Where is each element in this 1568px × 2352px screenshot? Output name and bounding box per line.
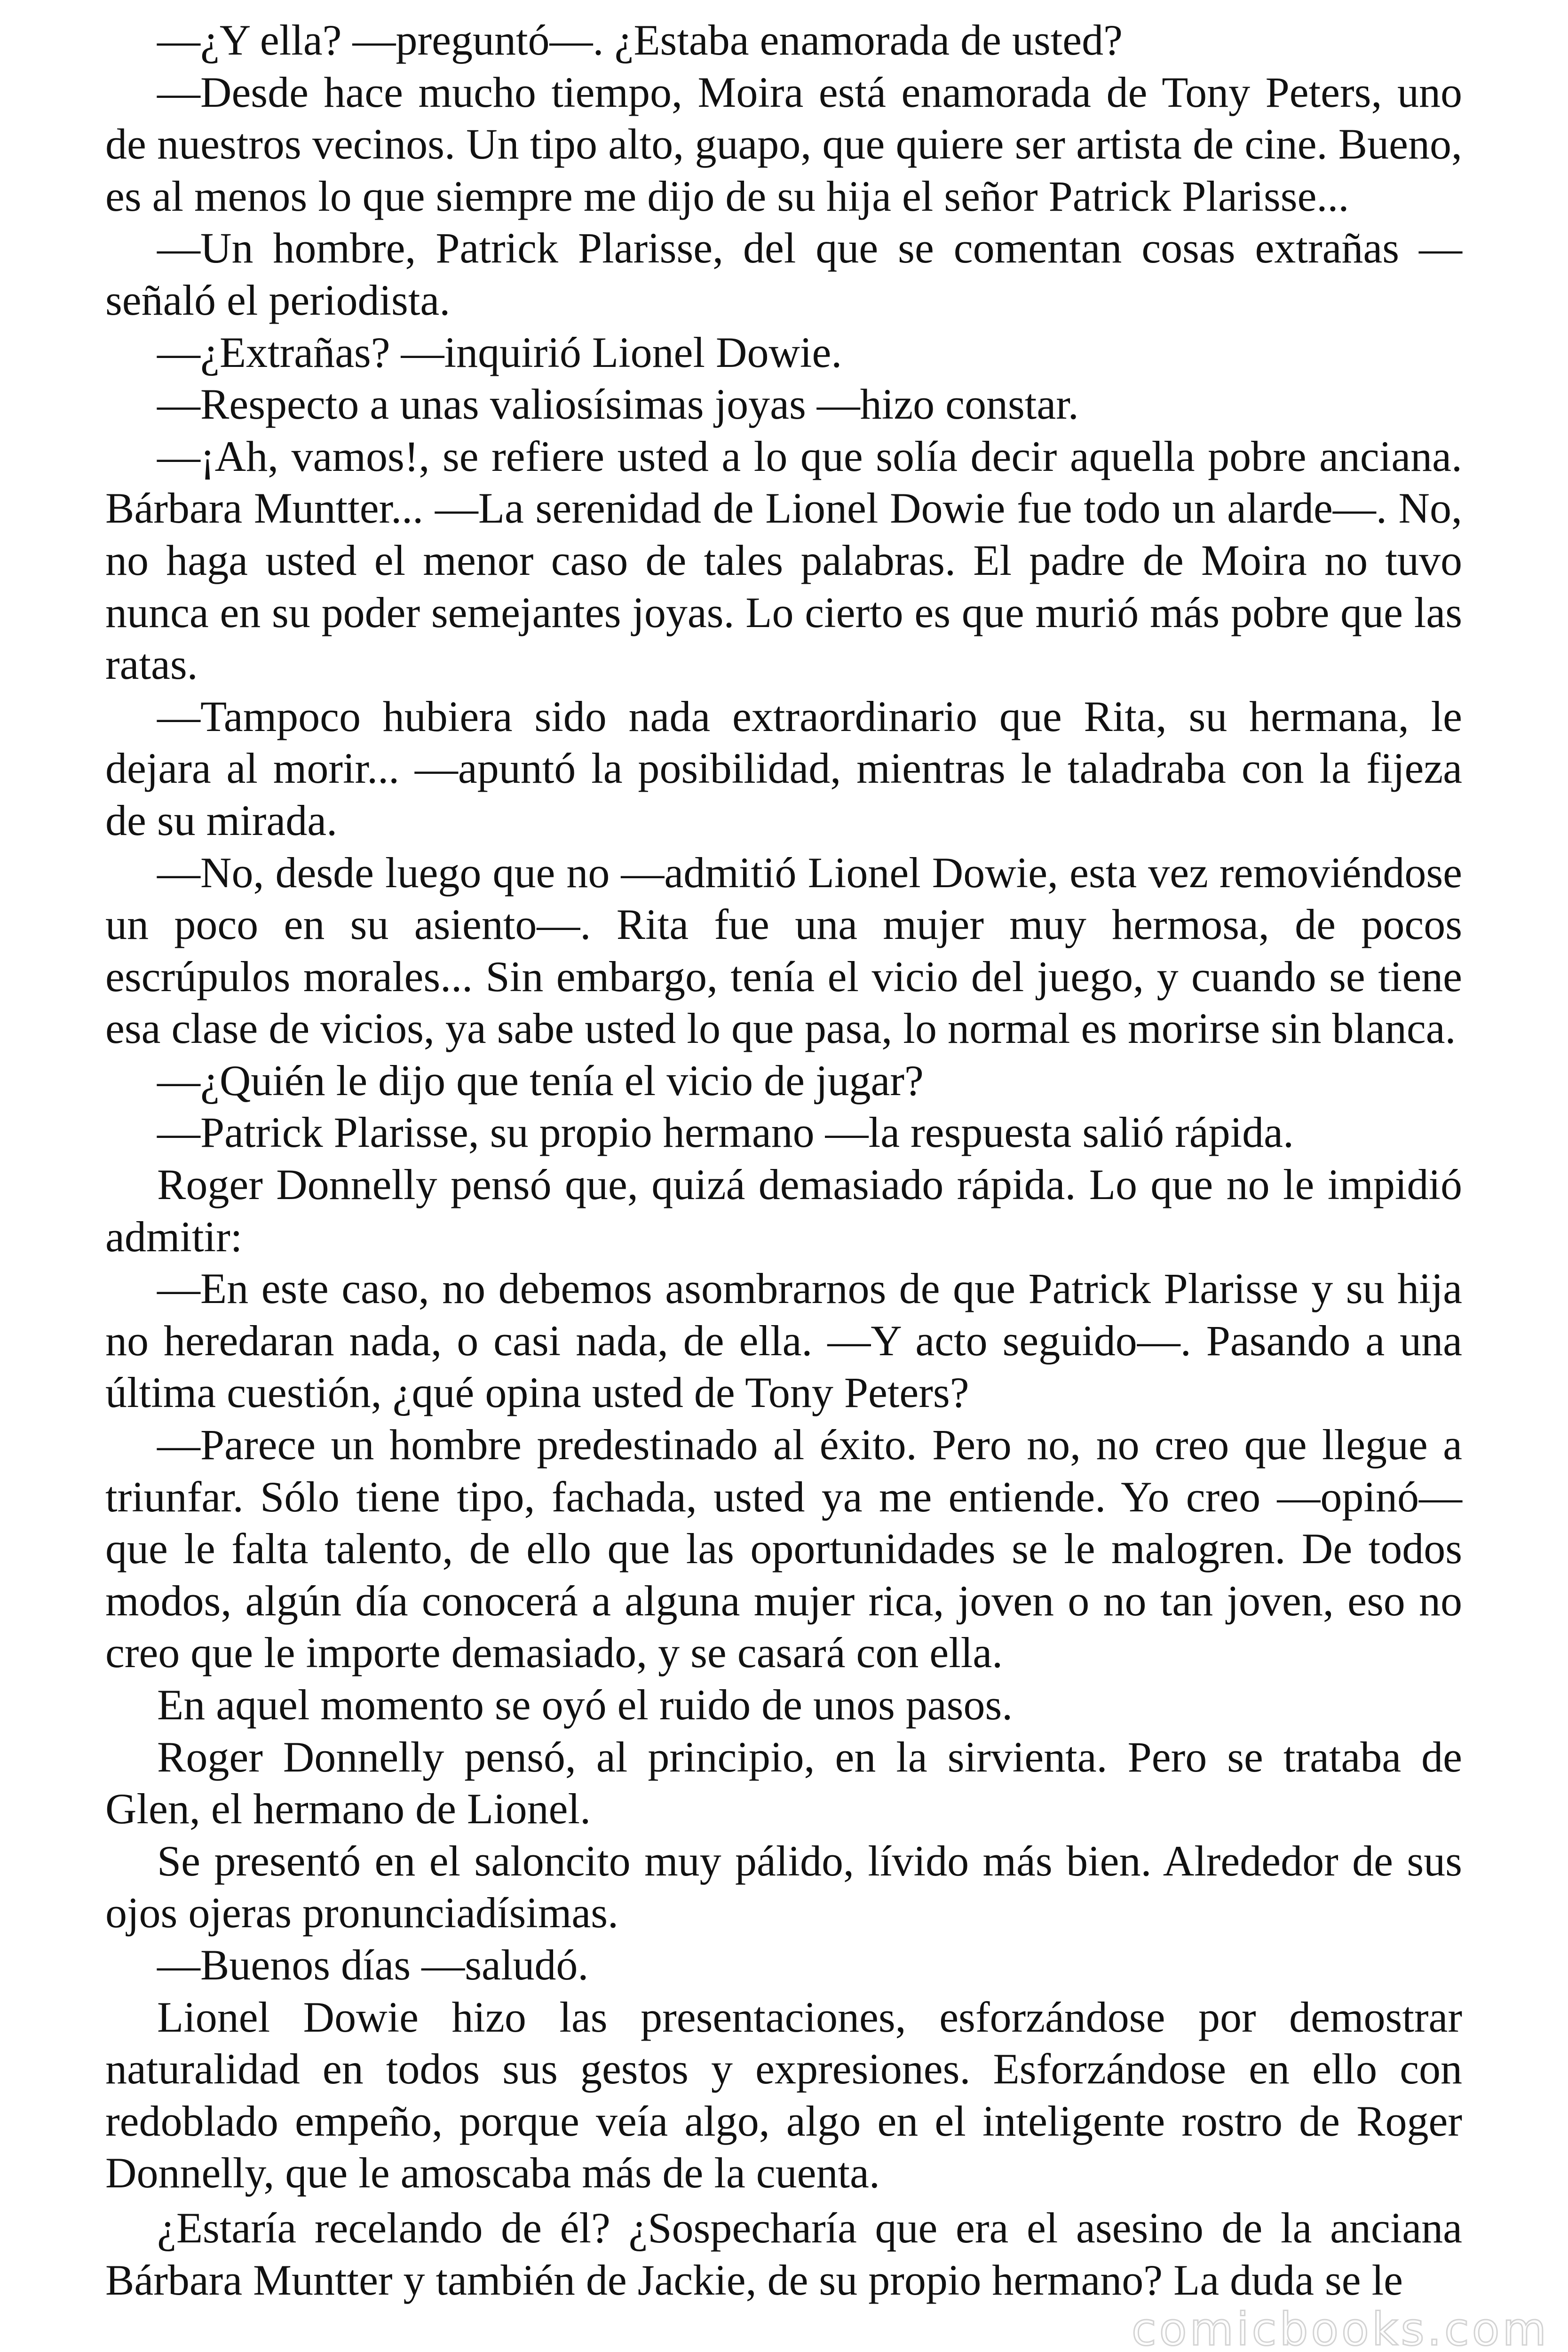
paragraph: —¿Quién le dijo que tenía el vicio de jugar? — [157, 1056, 924, 1104]
paragraph: —En este caso, no debemos asombrarnos de que Patrick Plarisse y su hija no heredaran nada, o casi nada, de ella. —Y acto seguido—. Pasando a una última cuestión, ¿qué opina usted de Tony Peters? — [105, 1264, 1462, 1417]
paragraph: —Tampoco hubiera sido nada extraordinario que Rita, su hermana, le dejara al morir... —apuntó la posibilidad, mientras le taladraba con la fijeza de su mirada. — [105, 692, 1462, 844]
paragraph: —Un hombre, Patrick Plarisse, del que se comentan cosas extrañas —señaló el periodista. — [105, 224, 1462, 324]
paragraph: Se presentó en el saloncito muy pálido, lívido más bien. Alrededor de sus ojos ojeras pronunciadísimas. — [105, 1836, 1462, 1937]
paragraph: —Patrick Plarisse, su propio hermano —la respuesta salió rápida. — [157, 1108, 1294, 1157]
watermark: comicbooks.com — [1131, 2303, 1549, 2352]
paragraph: —Desde hace mucho tiempo, Moira está enamorada de Tony Peters, uno de nuestros vecinos. Un tipo alto, guapo, que quiere ser artista de cine. Bueno, es al menos lo que siempre me dijo de su hija el señor Patrick Plarisse... — [105, 68, 1462, 220]
paragraph: —Parece un hombre predestinado al éxito. Pero no, no creo que llegue a triunfar. Sólo tiene tipo, fachada, usted ya me entiende. Yo creo —opinó— que le falta talento, de ello que las oportunidades se le malogren. De todos modos, algún día conocerá a alguna mujer rica, joven o no tan joven, eso no creo que le importe demasiado, y se casará con ella. — [105, 1421, 1462, 1677]
paragraph: ¿Estaría recelando de él? ¿Sospecharía que era el asesino de la anciana Bárbara Muntter y también de Jackie, de su propio hermano? La duda se le — [105, 2203, 1462, 2304]
paragraph: Lionel Dowie hizo las presentaciones, esforzándose por demostrar naturalidad en todos sus gestos y expresiones. Esforzándose en ello con redoblado empeño, porque veía algo, algo en el inteligente rostro de Roger Donnelly, que le amoscaba más de la cuenta. — [105, 1993, 1462, 2197]
paragraph: Roger Donnelly pensó que, quizá demasiado rápida. Lo que no le impidió admitir: — [105, 1160, 1462, 1261]
paragraph: —No, desde luego que no —admitió Lionel Dowie, esta vez removiéndose un poco en su asiento—. Rita fue una mujer muy hermosa, de pocos escrúpulos morales... Sin embargo, tenía el vicio del juego, y cuando se tiene esa clase de vicios, ya sabe usted lo que pasa, lo normal es morirse sin blanca. — [105, 848, 1462, 1053]
paragraph: Roger Donnelly pensó, al principio, en la sirvienta. Pero se trataba de Glen, el hermano de Lionel. — [105, 1732, 1462, 1833]
paragraph: —Buenos días —saludó. — [157, 1940, 589, 1989]
paragraph: —¿Extrañas? —inquirió Lionel Dowie. — [157, 328, 842, 376]
paragraph: —¡Ah, vamos!, se refiere usted a lo que solía decir aquella pobre anciana. Bárbara Muntter... —La serenidad de Lionel Dowie fue todo un alarde—. No, no haga usted el menor caso de tales palabras. El padre de Moira no tuvo nunca en su poder semejantes joyas. Lo cierto es que murió más pobre que las ratas. — [105, 432, 1462, 689]
paragraph: —¿Y ella? —preguntó—. ¿Estaba enamorada de usted? — [157, 16, 1123, 64]
paragraph: —Respecto a unas valiosísimas joyas —hizo constar. — [157, 380, 1079, 429]
paragraph: En aquel momento se oyó el ruido de unos pasos. — [157, 1681, 1013, 1729]
page-text — [105, 14, 1462, 2306]
